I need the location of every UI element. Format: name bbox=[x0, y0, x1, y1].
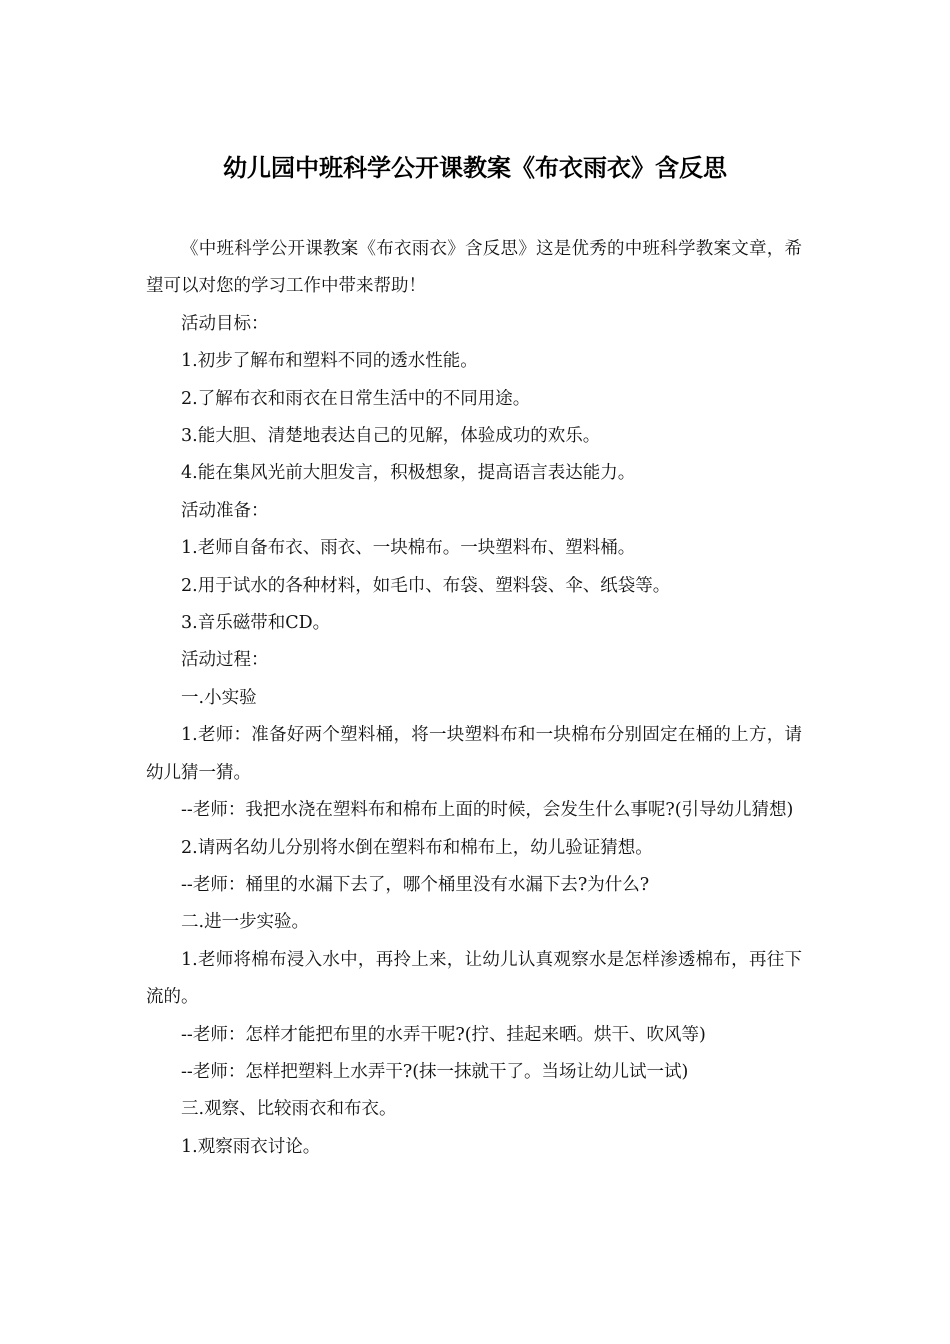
goal-item: 3.能大胆、清楚地表达自己的见解，体验成功的欢乐。 bbox=[181, 426, 601, 447]
process-item: 1.老师将棉布浸入水中，再拎上来，让幼儿认真观察水是怎样渗透棉布，再往下流的。 bbox=[146, 949, 802, 1008]
process-item: --老师：桶里的水漏下去了，哪个桶里没有水漏下去?为什么? bbox=[181, 874, 650, 895]
process-item: --老师：怎样把塑料上水弄干?(抹一抹就干了。当场让幼儿试一试) bbox=[181, 1061, 689, 1082]
goal-item: 1.初步了解布和塑料不同的透水性能。 bbox=[181, 351, 478, 372]
process-item: --老师：怎样才能把布里的水弄干呢?(拧、挂起来晒。烘干、吹风等) bbox=[181, 1024, 706, 1045]
process-item: 1.老师：准备好两个塑料桶，将一块塑料布和一块棉布分别固定在桶的上方，请幼儿猜一猜。 bbox=[146, 725, 802, 783]
heading-activity-goals: 活动目标： bbox=[181, 313, 269, 334]
paragraph-intro: 《中班科学公开课教案《布衣雨衣》含反思》这是优秀的中班科学教案文章，希望可以对您的学习工作中带来帮助！ bbox=[146, 239, 802, 297]
process-item: 1.观察雨衣讨论。 bbox=[181, 1136, 321, 1157]
section-heading: 一.小实验 bbox=[181, 687, 257, 708]
preparation-item: 1.老师自备布衣、雨衣、一块棉布。一块塑料布、塑料桶。 bbox=[181, 538, 636, 559]
heading-activity-process: 活动过程： bbox=[181, 650, 269, 671]
document-title: 幼儿园中班科学公开课教案《布衣雨衣》含反思 bbox=[223, 154, 727, 182]
preparation-item: 2.用于试水的各种材料，如毛巾、布袋、塑料袋、伞、纸袋等。 bbox=[181, 575, 671, 596]
process-item: 2.请两名幼儿分别将水倒在塑料布和棉布上，幼儿验证猜想。 bbox=[181, 837, 653, 858]
section-heading: 三.观察、比较雨衣和布衣。 bbox=[181, 1099, 397, 1120]
section-heading: 二.进一步实验。 bbox=[181, 912, 310, 933]
document-body bbox=[146, 231, 802, 1166]
goal-item: 4.能在集风光前大胆发言，积极想象，提高语言表达能力。 bbox=[181, 463, 636, 484]
heading-activity-preparation: 活动准备： bbox=[181, 500, 269, 521]
preparation-item: 3.音乐磁带和CD。 bbox=[181, 613, 331, 634]
process-item: --老师：我把水浇在塑料布和棉布上面的时候，会发生什么事呢?(引导幼儿猜想) bbox=[181, 800, 794, 821]
goal-item: 2.了解布衣和雨衣在日常生活中的不同用途。 bbox=[181, 388, 531, 409]
